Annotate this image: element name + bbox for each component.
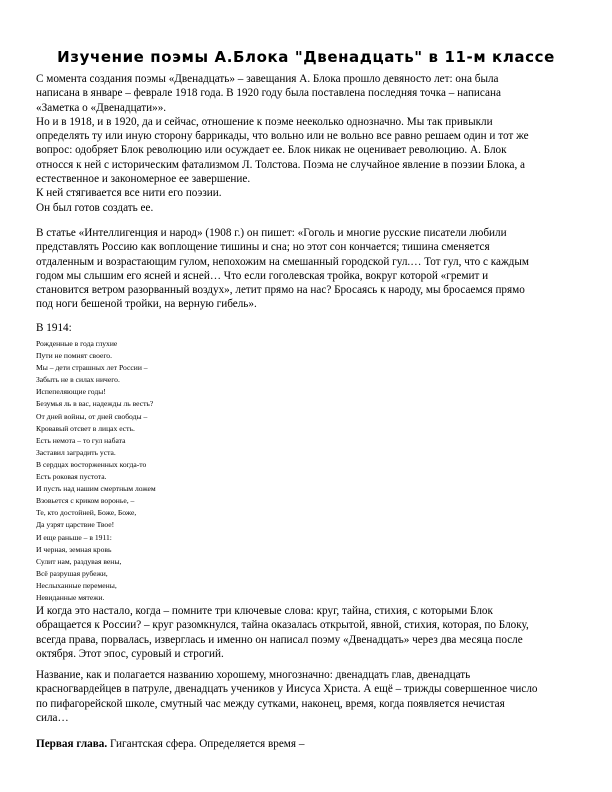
text-line: обращается к России? – круг разомкнулся, тайна оказалась открытой, явной, стихия, которая, по Блоку,	[36, 619, 529, 632]
poem-line: Испепеляющие годы!	[36, 387, 106, 397]
poem-line: Всё разрушая рубежи,	[36, 568, 108, 578]
poem-line: В сердцах восторженных когда-то	[36, 459, 147, 469]
text-line: С момента создания поэмы «Двенадцать» – завещания А. Блока прошло девяносто лет: она была	[36, 73, 499, 85]
poem-line: Те, кто достойней, Боже, Боже,	[36, 508, 137, 518]
poem-line: Есть роковая пустота.	[36, 472, 107, 482]
poem-line: Мы – дети страшных лет России –	[36, 363, 148, 373]
text-line: В статье «Интеллигенция и народ» (1908 г.) он пишет: «Гоголь и многие русские писатели любили	[36, 227, 507, 239]
poem-line: Кровавый отсвет в лицах есть.	[36, 423, 135, 433]
text-line: определять ту или иную сторону баррикады, что вольно или не вольно все равно решаем один и тот же	[36, 130, 529, 143]
poem-block	[36, 338, 584, 604]
article-quote-paragraph	[36, 226, 584, 312]
text-line: Но и в 1918, и в 1920, да и сейчас, отношение к поэме нееколько однозначно. Мы так привыкли	[36, 115, 493, 128]
text-line: представлять Россию как воплощение тишины и сна; но этот сон кончается; тишина сменяется	[36, 241, 490, 254]
text-line: сила…	[36, 711, 69, 724]
text-line: Он был готов создать ее.	[36, 201, 154, 214]
text-line: становится ветром разорванный воздух», летит прямо на нас? Бросаясь к народу, мы бросаемся прямо	[36, 284, 525, 297]
poem-line: Есть немота – то гул набата	[36, 435, 126, 445]
text-line: естественное и закономерное ее завершение.	[36, 173, 251, 186]
text-line: относся к ней с историческим фатализмом Л. Толстова. Поэма не случайное явление в поэзии Блока, а	[36, 158, 526, 171]
poem-line: Заставил заградить уста.	[36, 447, 116, 457]
text-line: по пифагорейской школе, смутный час между сутками, наконец, время, когда появляется нечистая	[36, 697, 505, 710]
first-chapter-label: Первая глава.	[36, 738, 108, 750]
text-line: вопрос: одобряет Блок революцию или осуждает ее. Блок никак не оценивает революцию. А. Блок	[36, 144, 507, 157]
title-meaning-paragraph	[36, 668, 584, 725]
poem-line: Безумья ль в вас, надежды ль весть?	[36, 399, 154, 409]
poem-line: Рожденные в года глухие	[36, 339, 118, 348]
text-line: октября. Этот эпос, суровый и строгий.	[36, 647, 224, 660]
poem-line: Сулит нам, раздувая вены,	[36, 556, 122, 566]
text-line	[36, 737, 584, 751]
text-line: И когда это настало, когда – помните три ключевые слова: круг, тайна, стихия, с которыми Блок	[36, 605, 493, 617]
poem-line: Взовьется с криком воронье, –	[36, 496, 135, 506]
poem-line: И пусть над нашим смертным ложем	[36, 484, 156, 494]
text-line: под ноги бешеной тройки, на верную гибель».	[36, 298, 257, 311]
first-chapter-text: Гигантская сфера. Определяется время –	[107, 738, 305, 750]
after-poem-paragraph	[36, 604, 584, 661]
poem-line: От дней войны, от дней свободы –	[36, 411, 148, 421]
text-line: написана в январе – феврале 1918 года. В 1920 году была поставлена последняя точка – написана	[36, 87, 501, 100]
poem-line: И черная, земная кровь	[36, 544, 112, 554]
poem-line: И еще раньше – в 1911:	[36, 532, 112, 542]
poem-line: Невиданные мятежи.	[36, 592, 105, 602]
poem-line: Неслыханные перемены,	[36, 580, 117, 590]
poem-line: Пути не помнят своего.	[36, 351, 112, 361]
text-line: «Заметка о «Двенадцати»».	[36, 101, 167, 114]
year-label	[36, 321, 584, 335]
year-label-text: В 1914:	[36, 322, 72, 334]
first-chapter-paragraph	[36, 737, 584, 751]
text-line: Название, как и полагается названию хорошему, многозначно: двенадцать глав, двенадцать	[36, 669, 471, 681]
page-title: Изучение поэмы А.Блока "Двенадцать" в 11-м классе	[57, 48, 555, 66]
poem-line: Забыть не в силах ничего.	[36, 375, 120, 385]
intro-paragraph	[36, 72, 584, 215]
text-line: всегда права, порвалась, изверглась и именно он написал поэму «Двенадцать» через два месяца после	[36, 633, 523, 646]
text-line: К ней стягивается все нити его поэзии.	[36, 187, 222, 200]
text-line: красногвардейцев в патруле, двенадцать учеников у Иисуса Христа. А ещё – трижды совершенное число	[36, 683, 538, 696]
text-line: годом мы слышим его ясней и ясней… Что если гоголевская тройка, вокруг которой «гремит и	[36, 269, 489, 282]
text-line: отдаленным и возрастающим гулом, непохожим на смешанный городской гул.… Тот гул, что с каждым	[36, 255, 529, 268]
poem-line: Да узрят царствие Твое!	[36, 520, 115, 530]
